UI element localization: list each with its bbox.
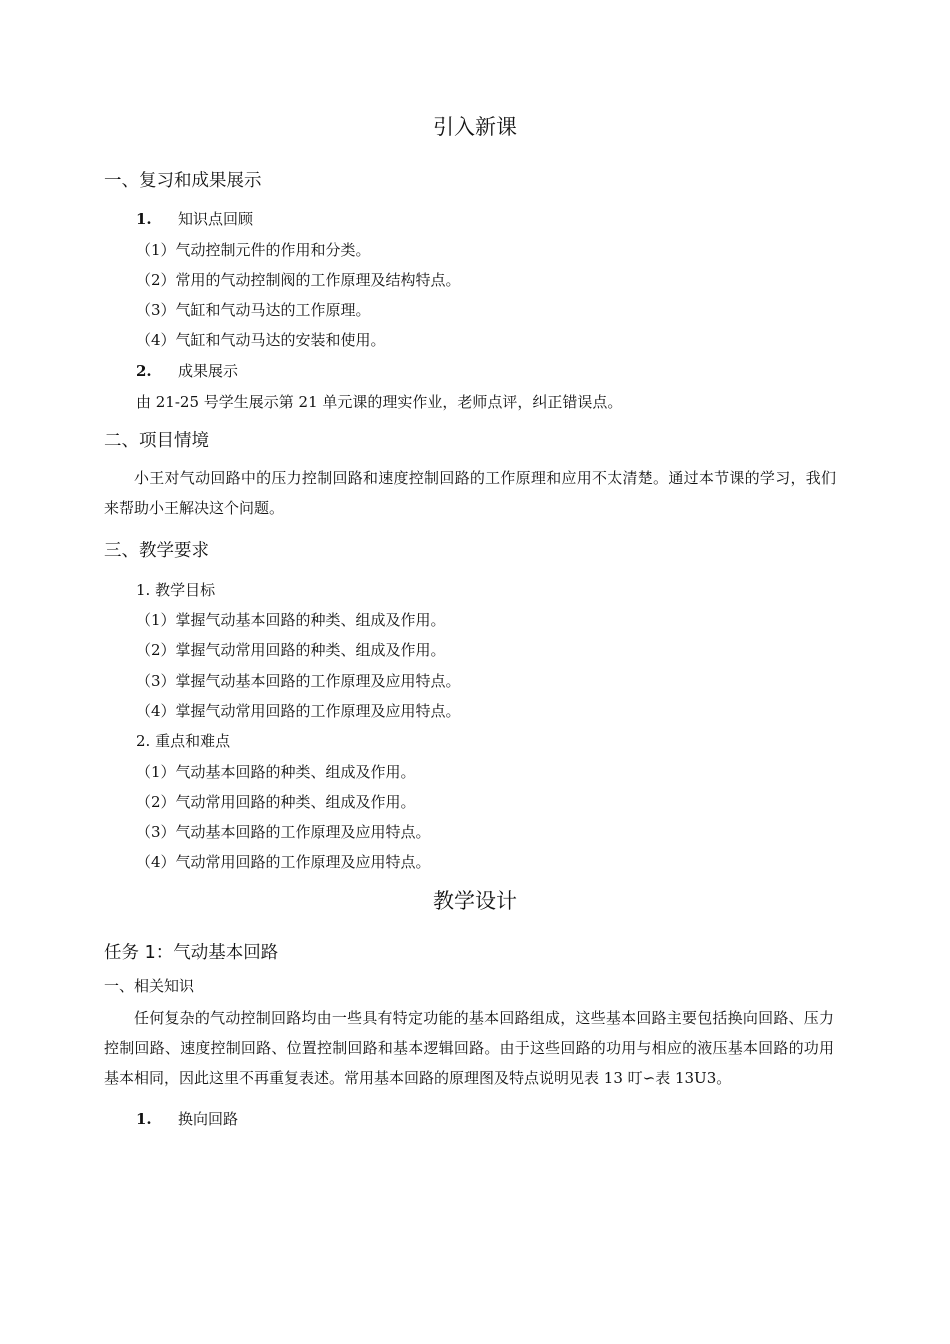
key-point: （4）气动常用回路的工作原理及应用特点。 [136, 853, 431, 871]
sub-heading-related-knowledge: 一、相关知识 [104, 977, 195, 995]
list-item-knowledge-review [136, 209, 253, 229]
key-points-label: 2. 重点和难点 [136, 732, 231, 750]
review-point: （3）气缸和气动马达的工作原理。 [136, 301, 371, 319]
key-point: （2）气动常用回路的种类、组成及作用。 [136, 793, 416, 811]
related-knowledge-paragraph: 任何复杂的气动控制回路均由一些具有特定功能的基本回路组成，这些基本回路主要包括换向回路、压力控制回路、速度控制回路、位置控制回路和基本逻辑回路。由于这些回路的功用与相应的液压基本回路的功用基本相同，因此这里不再重复表述。常用基本回路的原理图及特点说明见表 13 叮∽表 13U3。 [104, 1009, 834, 1087]
scenario-paragraph: 小王对气动回路中的压力控制回路和速度控制回路的工作原理和应用不太清楚。通过本节课的学习，我们来帮助小王解决这个问题。 [104, 469, 836, 517]
heading-project-scenario: 二、项目情境 [104, 431, 209, 451]
list-number: 1. [136, 1110, 152, 1128]
review-point: （2）常用的气动控制阀的工作原理及结构特点。 [136, 271, 461, 289]
results-display-text: 由 21-25 号学生展示第 21 单元课的理实作业，老师点评，纠正错误点。 [136, 393, 623, 411]
teaching-goal: （4）掌握气动常用回路的工作原理及应用特点。 [136, 702, 461, 720]
list-number: 1. [136, 210, 152, 228]
list-label: 换向回路 [178, 1110, 239, 1128]
heading-teaching-requirements: 三、教学要求 [104, 541, 209, 561]
teaching-goal: （1）掌握气动基本回路的种类、组成及作用。 [136, 611, 446, 629]
list-label: 知识点回顾 [178, 210, 254, 228]
list-item-results-display [136, 361, 238, 381]
review-point: （4）气缸和气动马达的安装和使用。 [136, 331, 386, 349]
key-point: （3）气动基本回路的工作原理及应用特点。 [136, 823, 431, 841]
list-item-reversing-circuit [136, 1109, 238, 1129]
teaching-goal: （3）掌握气动基本回路的工作原理及应用特点。 [136, 672, 461, 690]
list-label: 成果展示 [178, 362, 239, 380]
heading-task-1: 任务 1：气动基本回路 [104, 943, 279, 963]
key-point: （1）气动基本回路的种类、组成及作用。 [136, 763, 416, 781]
teaching-goals-label: 1. 教学目标 [136, 581, 216, 599]
heading-review-and-results: 一、复习和成果展示 [104, 171, 262, 191]
review-point: （1）气动控制元件的作用和分类。 [136, 241, 371, 259]
list-number: 2. [136, 362, 152, 380]
title-introduce-new-lesson: 引入新课 [433, 115, 517, 139]
teaching-goal: （2）掌握气动常用回路的种类、组成及作用。 [136, 641, 446, 659]
title-teaching-design: 教学设计 [433, 889, 517, 913]
